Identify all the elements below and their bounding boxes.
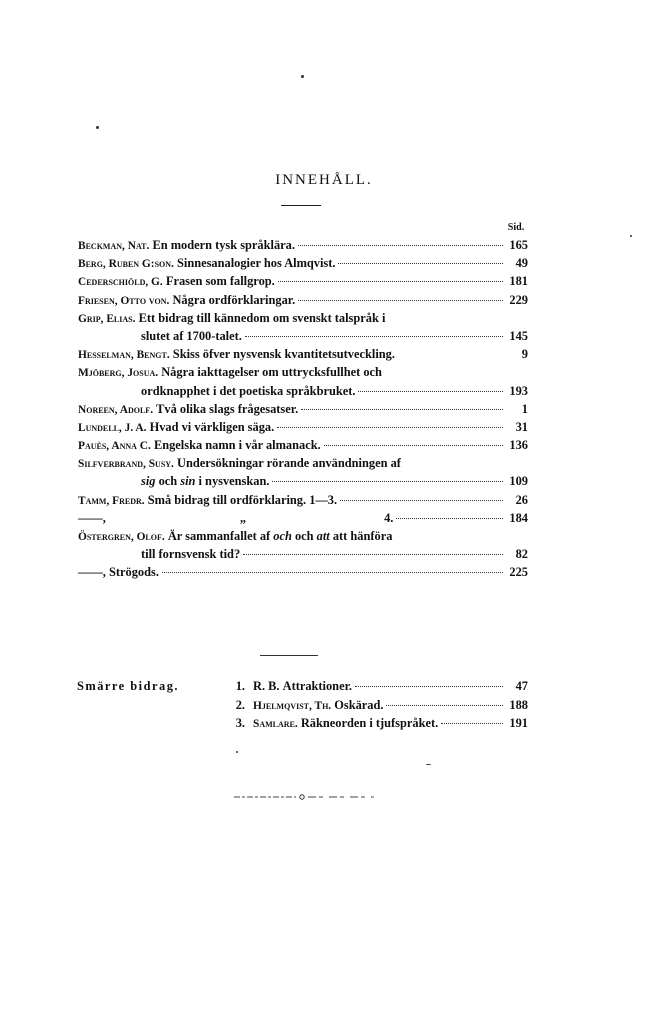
entry-title: Attraktioner. <box>282 679 353 693</box>
entry-title: Undersökningar rörande användningen af <box>177 456 401 471</box>
entry-title: En modern tysk språklära. <box>152 238 295 252</box>
entry-author: Östergren, Olof. <box>78 531 165 543</box>
section-rule <box>260 655 318 656</box>
dot-leader <box>298 299 503 301</box>
dot-leader <box>355 685 503 687</box>
entry-title-italic: och <box>273 529 292 543</box>
entry-title: Sinnesanalogier hos Almqvist. <box>177 256 336 271</box>
entry-page: 165 <box>509 238 528 252</box>
entry-title-continued: ordknapphet i det poetiska språkbruket. <box>141 383 356 398</box>
dot-leader <box>245 335 503 337</box>
entry-title: Oskärad. <box>334 697 384 712</box>
end-ornament <box>234 794 374 800</box>
dot-leader <box>338 262 503 264</box>
entry-page: 9 <box>521 347 528 362</box>
entry-title: Strögods. <box>109 565 159 580</box>
entry-page: 188 <box>509 697 528 712</box>
entry-title: Engelska namn i vår almanack. <box>153 438 321 453</box>
entry-author: Lundell, J. A. <box>78 421 147 434</box>
entry-page: 49 <box>515 256 528 271</box>
item-number: 2. <box>235 697 245 712</box>
entry-page: 145 <box>509 328 528 343</box>
paper-speck <box>301 75 304 78</box>
item-number: 1. <box>235 679 245 693</box>
entry-title: Små bidrag till ordförklaring. 1—3. <box>147 492 338 507</box>
entry-page: 191 <box>509 716 528 731</box>
dot-leader <box>386 704 503 706</box>
item-number: 3. <box>235 716 245 731</box>
entry-author: Mjöberg, Josua. <box>78 367 159 380</box>
dot-leader <box>278 280 503 282</box>
entry-title: Frasen som fallgrop. <box>165 274 275 289</box>
entry-author: Pauès, Anna C. <box>78 440 151 453</box>
entry-author: Hjelmqvist, Th. <box>253 699 332 712</box>
dot-leader <box>441 722 503 724</box>
entry-title: Räkneorden i tjufspråket. <box>300 716 439 731</box>
dot-leader <box>298 244 503 246</box>
entry-page: 229 <box>509 292 528 307</box>
toc-entry <box>78 436 528 454</box>
entry-title: Hvad vi värkligen säga. <box>149 419 275 434</box>
entry-page: 47 <box>515 679 528 693</box>
entry-page: 31 <box>515 419 528 434</box>
entry-author: ——, <box>78 510 106 525</box>
entry-author: R. B. <box>253 679 280 693</box>
toc-entry <box>78 418 528 436</box>
smaller-item <box>62 714 528 733</box>
paper-speck <box>426 764 431 765</box>
entry-title: Skiss öfver nysvensk kvantitetsutveckling. <box>172 347 395 362</box>
toc-entry <box>78 509 528 527</box>
entry-title: och <box>291 529 317 543</box>
entry-title: Är sammanfallet af <box>167 529 274 543</box>
entry-author: Berg, Ruben G:son. <box>78 258 174 271</box>
toc-entry <box>78 400 528 418</box>
smaller-item <box>62 696 528 715</box>
dot-leader <box>324 444 503 446</box>
dot-leader <box>162 571 503 573</box>
entry-author: Hesselman, Bengt. <box>78 349 170 362</box>
toc-list <box>78 236 528 582</box>
toc-entry <box>78 272 528 290</box>
entry-author: Noreen, Adolf. <box>78 403 154 416</box>
entry-title: Ett bidrag till kännedom om svenskt talspråk i <box>138 310 386 325</box>
entry-title-continued: till fornsvensk tid? <box>141 547 241 562</box>
smaller-label: Smärre bidrag. <box>77 679 179 693</box>
entry-author: Grip, Elias. <box>78 312 136 325</box>
entry-author: Silfverbrand, Susy. <box>78 458 174 471</box>
entry-page: 136 <box>509 438 528 453</box>
toc-entry <box>78 491 528 509</box>
dot-leader <box>272 480 503 482</box>
toc-entry <box>78 363 528 399</box>
entry-page: 1 <box>521 401 528 416</box>
entry-title-continued: slutet af 1700-talet. <box>141 328 242 343</box>
ditto-mark: „ <box>239 510 247 525</box>
entry-title: Två olika slags frågesatser. <box>156 401 299 416</box>
toc-entry <box>78 345 528 363</box>
dot-leader <box>396 517 503 519</box>
page-column-label: Sid. <box>507 222 525 233</box>
entry-author: Friesen, Otto von. <box>78 294 170 307</box>
dot-leader <box>358 390 503 392</box>
entry-author: Samlare. <box>253 718 298 731</box>
entry-page: 26 <box>515 492 528 507</box>
smaller-item <box>62 677 528 696</box>
entry-title-continued: i nysvenskan. <box>195 474 270 489</box>
entry-page: 184 <box>509 510 528 525</box>
toc-entry <box>78 236 528 254</box>
smaller-contributions <box>62 677 528 733</box>
entry-page: 82 <box>515 547 528 562</box>
entry-page: 181 <box>509 274 528 289</box>
dot-leader <box>277 426 503 428</box>
entry-title-continued: och <box>155 474 181 489</box>
title-rule <box>281 205 321 206</box>
dot-leader <box>301 408 503 410</box>
paper-speck <box>236 751 238 753</box>
toc-entry <box>78 454 528 490</box>
page-title: INNEHÅLL. <box>275 172 373 188</box>
entry-author: ——, <box>78 565 106 580</box>
entry-title: att hänföra <box>329 529 393 543</box>
entry-title-italic: att <box>316 529 330 543</box>
paper-speck <box>96 126 99 129</box>
toc-entry <box>78 254 528 272</box>
entry-page: 225 <box>509 565 528 580</box>
entry-author: Cederschiöld, G. <box>78 276 163 289</box>
toc-entry <box>78 563 528 581</box>
toc-entry <box>78 291 528 309</box>
entry-title: Några ordförklaringar. <box>172 292 296 307</box>
entry-title-italic: sig <box>141 474 156 489</box>
entry-page: 109 <box>509 474 528 489</box>
entry-title-italic: sin <box>180 474 196 489</box>
entry-title: Några iakttagelser om uttrycksfullhet och <box>161 365 382 380</box>
dot-leader <box>340 499 503 501</box>
entry-author: Beckman, Nat. <box>78 240 150 252</box>
entry-page: 193 <box>509 383 528 398</box>
dot-leader <box>243 553 503 555</box>
entry-author: Tamm, Fredr. <box>78 494 145 507</box>
toc-entry <box>78 309 528 345</box>
paper-speck <box>630 235 632 237</box>
entry-title: 4. <box>384 510 394 525</box>
toc-entry <box>78 527 528 563</box>
